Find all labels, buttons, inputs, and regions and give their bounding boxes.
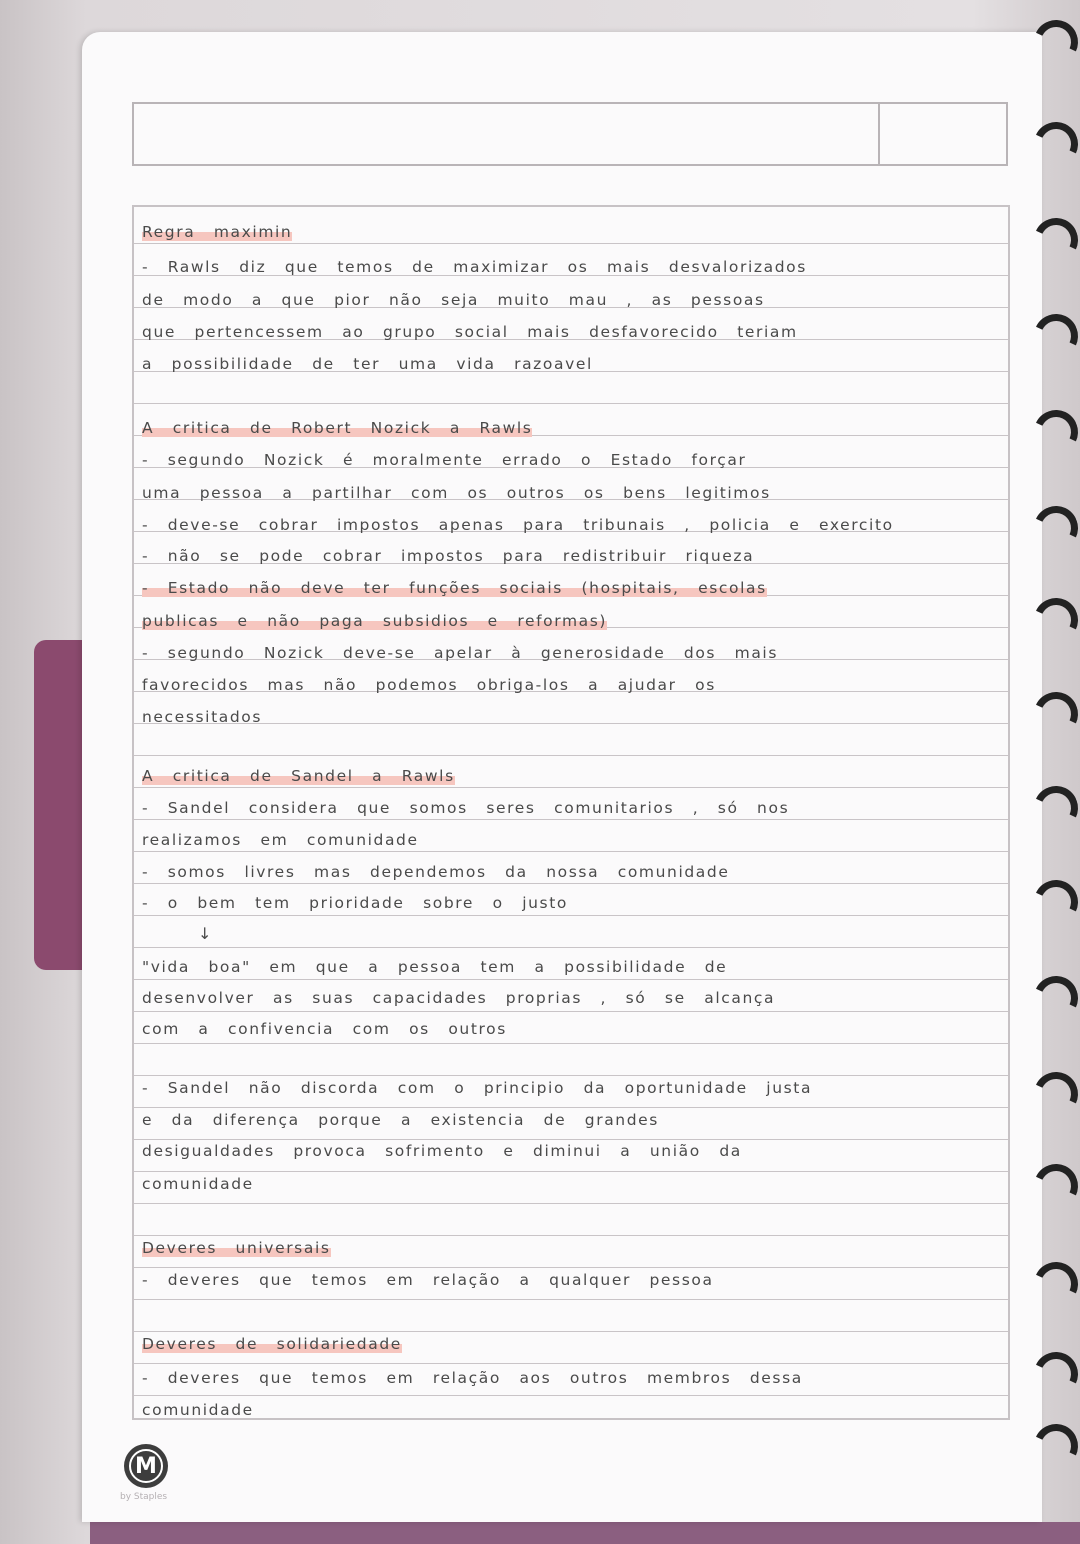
text-line: uma pessoa a partilhar com os outros os bens legitimos <box>142 484 771 502</box>
text-line: desigualdades provoca sofrimento e diminui a união da <box>142 1142 742 1160</box>
brand-logo <box>124 1444 168 1488</box>
ruled-line <box>134 1203 1008 1204</box>
text-line: - segundo Nozick deve-se apelar à generosidade dos mais <box>142 644 779 662</box>
text-line: - Rawls diz que temos de maximizar os mais desvalorizados <box>142 258 807 276</box>
ruled-line <box>134 1331 1008 1332</box>
text-line: - deveres que temos em relação aos outros membros dessa <box>142 1369 803 1387</box>
ruled-line <box>134 1363 1008 1364</box>
text-line: publicas e não paga subsidios e reformas) <box>142 612 608 630</box>
section-title: Regra maximin <box>142 223 293 241</box>
notebook-cover-edge <box>90 1522 1080 1544</box>
ruled-line <box>134 819 1008 820</box>
text-line: e da diferença porque a existencia de grandes <box>142 1111 659 1129</box>
ruled-line <box>134 1043 1008 1044</box>
text-line: comunidade <box>142 1401 254 1419</box>
text-line: - deve-se cobrar impostos apenas para tribunais , policia e exercito <box>142 516 894 534</box>
section-title: A critica de Sandel a Rawls <box>142 767 455 785</box>
ruled-line <box>134 755 1008 756</box>
text-line: favorecidos mas não podemos obriga-los a ajudar os <box>142 676 716 694</box>
text-line: - o bem tem prioridade sobre o justo <box>142 894 568 912</box>
section-title: Deveres universais <box>142 1239 331 1257</box>
section-title: A critica de Robert Nozick a Rawls <box>142 419 533 437</box>
ruled-line <box>134 1171 1008 1172</box>
text-line: - não se pode cobrar impostos para redistribuir riqueza <box>142 547 755 565</box>
text-line: - somos livres mas dependemos da nossa comunidade <box>142 863 730 881</box>
text-line: - Sandel considera que somos seres comunitarios , só nos <box>142 799 790 817</box>
text-line: - segundo Nozick é moralmente errado o Estado forçar <box>142 451 747 469</box>
brand-logo-mark: M <box>129 1449 163 1483</box>
text-line: - deveres que temos em relação a qualquer pessoa <box>142 1271 714 1289</box>
ruled-line <box>134 979 1008 980</box>
text-line: a possibilidade de ter uma vida razoavel <box>142 355 593 373</box>
ruled-line <box>134 1075 1008 1076</box>
ruled-line <box>134 1139 1008 1140</box>
text-line: "vida boa" em que a pessoa tem a possibilidade de <box>142 958 728 976</box>
ruled-line <box>134 1267 1008 1268</box>
brand-caption: by Staples <box>120 1492 168 1502</box>
ruled-line <box>134 1011 1008 1012</box>
header-divider <box>878 102 880 166</box>
section-title: Deveres de solidariedade <box>142 1335 402 1353</box>
text-line: que pertencessem ao grupo social mais desfavorecido teriam <box>142 323 798 341</box>
text-line: realizamos em comunidade <box>142 831 419 849</box>
text-line: com a confivencia com os outros <box>142 1020 507 1038</box>
ruled-line <box>134 243 1008 244</box>
text-line: - Sandel não discorda com o principio da oportunidade justa <box>142 1079 813 1097</box>
text-line: comunidade <box>142 1175 254 1193</box>
text-line: desenvolver as suas capacidades proprias , só se alcança <box>142 989 776 1007</box>
down-arrow-icon: ↓ <box>198 924 212 943</box>
ruled-line <box>134 915 1008 916</box>
ruled-line <box>134 947 1008 948</box>
text-line: de modo a que pior não seja muito mau , as pessoas <box>142 291 765 309</box>
ruled-line <box>134 1235 1008 1236</box>
header-box <box>132 102 1008 166</box>
ruled-line <box>134 883 1008 884</box>
ruled-line <box>134 1395 1008 1396</box>
ruled-line <box>134 1107 1008 1108</box>
ruled-line <box>134 851 1008 852</box>
text-line: - Estado não deve ter funções sociais (hospitais, escolas <box>142 579 767 597</box>
ruled-line <box>134 403 1008 404</box>
ruled-line <box>134 1299 1008 1300</box>
ruled-line <box>134 787 1008 788</box>
text-line: necessitados <box>142 708 263 726</box>
